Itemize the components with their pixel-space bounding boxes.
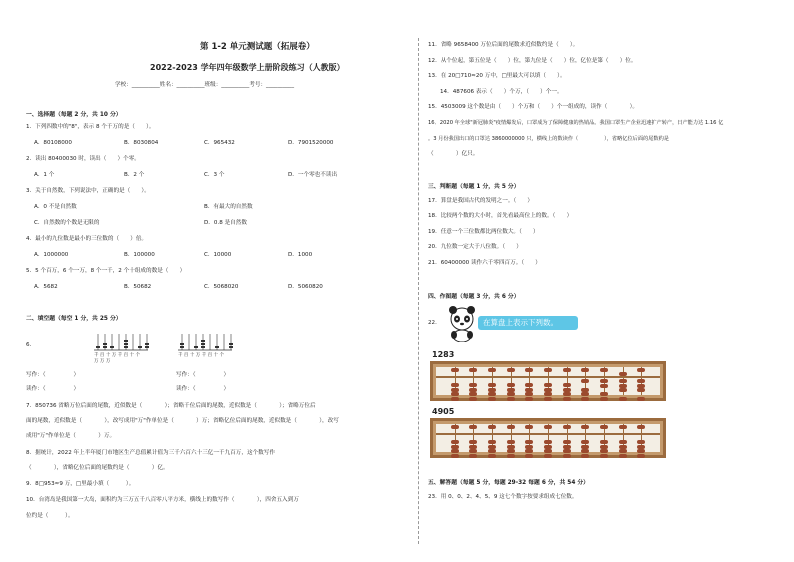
panda-mascot-icon <box>446 306 478 342</box>
q5-option-a: A．5682 <box>34 284 58 290</box>
abacus-bead-lower[interactable] <box>637 454 645 458</box>
abacus-bead-upper[interactable] <box>600 425 608 429</box>
q5-option-d: D．5060820 <box>288 284 323 290</box>
frame1-write: 写作：（ ） <box>26 372 80 378</box>
abacus-bead-lower[interactable] <box>451 392 459 396</box>
abacus-bead-lower[interactable] <box>451 449 459 453</box>
q5-option-c: C．5068020 <box>204 284 239 290</box>
abacus-bead-upper[interactable] <box>563 425 571 429</box>
abacus-bead-lower[interactable] <box>488 388 496 392</box>
abacus-bead-lower[interactable] <box>581 440 589 444</box>
abacus-bead-upper[interactable] <box>619 372 627 376</box>
q4-option-c: C．10000 <box>204 252 232 258</box>
section4-heading: 四、作图题（每题 3 分，共 6 分） <box>428 294 520 300</box>
instruction-bubble: 在算盘上表示下列数。 <box>478 316 578 330</box>
abacus-bead-lower[interactable] <box>469 440 477 444</box>
frame2-place-labels: 千 百 十 万 千 百 十 个 <box>178 353 225 358</box>
abacus-bead-lower[interactable] <box>581 454 589 458</box>
abacus-bead-lower[interactable] <box>525 392 533 396</box>
abacus-bead-upper[interactable] <box>451 368 459 372</box>
frame1-read: 读作：（ ） <box>26 386 80 392</box>
abacus-bead-lower[interactable] <box>637 384 645 388</box>
q3-option-b: B．有最大的自然数 <box>204 204 253 210</box>
question-15: 15．4503009 这个数是由（ ）个万和（ ）个一组成的，读作（ ）。 <box>428 104 639 110</box>
abacus-bead-lower[interactable] <box>637 445 645 449</box>
abacus-bead-lower[interactable] <box>525 445 533 449</box>
abacus-bead-lower[interactable] <box>507 388 515 392</box>
abacus-bead-upper[interactable] <box>637 368 645 372</box>
abacus-bead-lower[interactable] <box>451 445 459 449</box>
abacus-bead-upper[interactable] <box>637 425 645 429</box>
question-8-line1: 8．据统计，2022 年上半年厦门市地区生产总值累计值为三千六百六十三亿一千九百万，这个数写作 <box>26 450 275 456</box>
abacus-bead-upper[interactable] <box>469 425 477 429</box>
abacus-bead-lower[interactable] <box>619 388 627 392</box>
question-3: 3．关于自然数，下列说法中，正确的是（ ）。 <box>26 188 150 194</box>
q4-option-a: A．1000000 <box>34 252 69 258</box>
abacus-bead-lower[interactable] <box>544 388 552 392</box>
abacus-bead-lower[interactable] <box>563 392 571 396</box>
abacus-bead-lower[interactable] <box>488 392 496 396</box>
abacus-bead-lower[interactable] <box>525 383 533 387</box>
abacus-bead-lower[interactable] <box>507 440 515 444</box>
abacus-bead-lower[interactable] <box>469 383 477 387</box>
abacus-bead-lower[interactable] <box>544 383 552 387</box>
abacus-bead-lower[interactable] <box>507 454 515 458</box>
frame2-read: 读作：（ ） <box>176 386 230 392</box>
abacus-2[interactable] <box>430 418 666 458</box>
question-23: 23．用 0、0、2、4、5、9 这七个数字按要求组成七位数。 <box>428 494 578 500</box>
abacus-bead-lower[interactable] <box>581 445 589 449</box>
question-14: 14．487606 表示（ ）个万，（ ）个一。 <box>440 89 563 95</box>
q2-option-d: D．一个零也不读出 <box>288 172 338 178</box>
abacus-bead-lower[interactable] <box>488 449 496 453</box>
abacus-bead-upper[interactable] <box>507 368 515 372</box>
abacus-bead-upper[interactable] <box>544 425 552 429</box>
abacus-bead-lower[interactable] <box>544 454 552 458</box>
question-17: 17．算盘是我国古代的发明之一。（ ） <box>428 198 534 204</box>
question-7-line3: 成用"万"作单位是（ ）万。 <box>26 433 116 439</box>
abacus-bead-upper[interactable] <box>581 368 589 372</box>
abacus-bead-upper[interactable] <box>507 425 515 429</box>
abacus-bead-lower[interactable] <box>525 440 533 444</box>
abacus-bead-lower[interactable] <box>469 445 477 449</box>
abacus-bead-lower[interactable] <box>469 397 477 401</box>
abacus-bead-lower[interactable] <box>525 388 533 392</box>
abacus-bead-lower[interactable] <box>600 454 608 458</box>
abacus-bead-lower[interactable] <box>488 383 496 387</box>
student-info-line: 学校：__________姓名：__________班级：__________考号：__________ <box>115 82 295 88</box>
abacus-bead-lower[interactable] <box>451 388 459 392</box>
abacus-bead-lower[interactable] <box>507 392 515 396</box>
abacus-bead-lower[interactable] <box>619 449 627 453</box>
section3-heading: 三、判断题（每题 1 分，共 5 分） <box>428 184 520 190</box>
question-4: 4．最小的九位数是最小的三位数的（ ）倍。 <box>26 236 148 242</box>
abacus-bead-lower[interactable] <box>544 392 552 396</box>
question-19: 19．任意一个三位数都比两位数大。（ ） <box>428 229 539 235</box>
abacus-bead-lower[interactable] <box>525 454 533 458</box>
abacus-bead-lower[interactable] <box>563 445 571 449</box>
abacus-bead-lower[interactable] <box>581 388 589 392</box>
abacus-bead-lower[interactable] <box>488 440 496 444</box>
abacus-bead-lower[interactable] <box>507 449 515 453</box>
abacus-bead-upper[interactable] <box>544 368 552 372</box>
abacus-bead-lower[interactable] <box>581 397 589 401</box>
abacus-bead-lower[interactable] <box>563 440 571 444</box>
abacus-bead-lower[interactable] <box>619 440 627 444</box>
question-7-line1: 7．850736 省略万位后面的尾数，近似数是（ ）；省略千位后面的尾数，近似数是（ ）；省略万位后 <box>26 403 316 409</box>
q4-option-b: B．100000 <box>124 252 155 258</box>
question-2: 2．读出 80400030 时，读出（ ）个零。 <box>26 156 140 162</box>
abacus-bead-lower[interactable] <box>525 449 533 453</box>
abacus-bead-lower[interactable] <box>637 379 645 383</box>
question-16-line3: （ ）亿只。 <box>428 151 479 157</box>
abacus-bead-lower[interactable] <box>469 392 477 396</box>
section1-heading: 一、选择题（每题 2 分，共 10 分） <box>26 112 122 118</box>
q1-option-c: C．965432 <box>204 140 235 146</box>
abacus-bead-upper[interactable] <box>563 368 571 372</box>
abacus-bead-lower[interactable] <box>619 397 627 401</box>
question-10-line2: 位约是（ ）。 <box>26 513 74 519</box>
question-1: 1．下列四数中的"8"，表示 8 个千万的是（ ）。 <box>26 124 155 130</box>
number-label-4905: 4905 <box>432 407 455 416</box>
q1-option-b: B．8030804 <box>124 140 159 146</box>
question-10-line1: 10．台湾岛是我国第一大岛，面积约为三万五千八百零八平方米，横线上的数写作（ ），四舍五入到万 <box>26 497 299 503</box>
abacus-bead-lower[interactable] <box>469 454 477 458</box>
question-7-line2: 面的尾数，近似数是（ ），改写成用"万"作单位是（ ）万；省略亿位后面的尾数，近似数是（ ），改写 <box>26 418 339 424</box>
page-title: 第 1-2 单元测试题（拓展卷） <box>200 42 315 52</box>
abacus-bead-lower[interactable] <box>619 445 627 449</box>
abacus-bead-lower[interactable] <box>451 440 459 444</box>
frame1-place-labels: 千 百 十 万 千 百 十 个 <box>94 353 141 358</box>
page-subtitle: 2022-2023 学年四年级数学上册阶段练习（人教版） <box>150 63 345 72</box>
q3-option-d: D．0.8 是自然数 <box>204 220 247 226</box>
abacus-bead-lower[interactable] <box>544 449 552 453</box>
abacus-bead-upper[interactable] <box>525 425 533 429</box>
question-22: 22． <box>428 320 441 326</box>
question-11: 11．省略 9658400 万位后面的尾数求近似数约是（ ）。 <box>428 42 579 48</box>
abacus-bead-upper[interactable] <box>469 368 477 372</box>
abacus-bead-lower[interactable] <box>600 379 608 383</box>
question-6: 6． <box>26 342 36 348</box>
abacus-bead-lower[interactable] <box>451 397 459 401</box>
question-13: 13．在 20□710≈20 万中，□里最大可以填（ ）。 <box>428 73 566 79</box>
abacus-bead-lower[interactable] <box>619 384 627 388</box>
question-18: 18．比较两个数的大小时，首先看最高位上的数。（ ） <box>428 213 573 219</box>
abacus-1-frame <box>436 367 660 395</box>
abacus-bead-lower[interactable] <box>600 440 608 444</box>
abacus-bead-lower[interactable] <box>563 397 571 401</box>
abacus-bead-lower[interactable] <box>600 397 608 401</box>
frame1-place-labels-2: 万 万 万 <box>94 359 111 364</box>
abacus-bead-lower[interactable] <box>507 445 515 449</box>
abacus-bead-upper[interactable] <box>488 425 496 429</box>
question-9: 9．8□953≈9 万，□里最小填（ ）。 <box>26 481 135 487</box>
abacus-bead-lower[interactable] <box>488 397 496 401</box>
abacus-bead-lower[interactable] <box>581 392 589 396</box>
q4-option-d: D．1000 <box>288 252 313 258</box>
abacus-bead-lower[interactable] <box>469 449 477 453</box>
abacus-bead-upper[interactable] <box>619 425 627 429</box>
abacus-bead-lower[interactable] <box>544 445 552 449</box>
question-12: 12．从个位起，第五位是（ ）位，第九位是（ ）位，亿位是第（ ）位。 <box>428 58 637 64</box>
abacus-bead-lower[interactable] <box>544 397 552 401</box>
abacus-bead-lower[interactable] <box>637 397 645 401</box>
abacus-bead-lower[interactable] <box>637 388 645 392</box>
abacus-bead-lower[interactable] <box>581 449 589 453</box>
frame2-write: 写作：（ ） <box>176 372 230 378</box>
question-16-line2: 。3 月份我国出口的口罩达 3860000000 只，横线上的数读作（ ），省略亿位后面的尾数约是 <box>428 136 669 142</box>
abacus-bead-lower[interactable] <box>581 379 589 383</box>
q3-option-a: A．0 不是自然数 <box>34 204 77 210</box>
q1-option-a: A．80108000 <box>34 140 72 146</box>
abacus-bead-upper[interactable] <box>525 368 533 372</box>
q2-option-a: A．1 个 <box>34 172 55 178</box>
abacus-bead-lower[interactable] <box>451 383 459 387</box>
column-divider <box>418 38 419 544</box>
abacus-bead-upper[interactable] <box>581 425 589 429</box>
q2-option-b: B．2 个 <box>124 172 145 178</box>
q2-option-c: C．3 个 <box>204 172 225 178</box>
question-21: 21．60400000 读作六千零四百万。（ ） <box>428 260 541 266</box>
abacus-bead-lower[interactable] <box>488 445 496 449</box>
abacus-bead-upper[interactable] <box>451 425 459 429</box>
abacus-bead-lower[interactable] <box>600 449 608 453</box>
question-16-line1: 16．2020 年全球"新冠肺炎"疫情爆发后，口罩成为了保障健康的热销品。我国口罩生产企业迅速扩产转产，日产能力达 1.16 亿 <box>428 120 724 126</box>
abacus-bead-lower[interactable] <box>525 397 533 401</box>
abacus-bead-lower[interactable] <box>563 454 571 458</box>
section5-heading: 五、解答题（每题 5 分，每题 29-32 每题 6 分，共 54 分） <box>428 480 589 486</box>
abacus-bead-upper[interactable] <box>600 368 608 372</box>
abacus-bead-lower[interactable] <box>488 454 496 458</box>
abacus-bead-lower[interactable] <box>563 388 571 392</box>
abacus-2-frame <box>436 424 660 452</box>
abacus-bead-lower[interactable] <box>507 397 515 401</box>
question-20: 20．九位数一定大于八位数。（ ） <box>428 244 522 250</box>
section2-heading: 二、填空题（每空 1 分，共 25 分） <box>26 316 122 322</box>
right-column <box>420 0 794 562</box>
abacus-bead-lower[interactable] <box>637 449 645 453</box>
abacus-bead-lower[interactable] <box>451 454 459 458</box>
abacus-bead-lower[interactable] <box>619 454 627 458</box>
q3-option-c: C．自然数的个数是无限的 <box>34 220 100 226</box>
abacus-bead-lower[interactable] <box>469 388 477 392</box>
abacus-1[interactable] <box>430 361 666 401</box>
abacus-bead-lower[interactable] <box>563 383 571 387</box>
abacus-bead-lower[interactable] <box>563 449 571 453</box>
abacus-bead-lower[interactable] <box>600 392 608 396</box>
abacus-bead-lower[interactable] <box>619 379 627 383</box>
abacus-bead-lower[interactable] <box>637 440 645 444</box>
q1-option-d: D．7901520000 <box>288 140 334 146</box>
question-5: 5．5 个百万，6 个一万，8 个一千，2 个十组成的数是（ ） <box>26 268 186 274</box>
number-label-1283: 1283 <box>432 350 455 359</box>
abacus-bead-upper[interactable] <box>488 368 496 372</box>
abacus-bead-lower[interactable] <box>600 384 608 388</box>
q5-option-b: B．50682 <box>124 284 152 290</box>
abacus-bead-lower[interactable] <box>544 440 552 444</box>
abacus-bead-lower[interactable] <box>507 383 515 387</box>
abacus-bead-lower[interactable] <box>600 445 608 449</box>
question-8-line2: （ ），省略亿位后面的尾数约是（ ）亿。 <box>26 465 169 471</box>
